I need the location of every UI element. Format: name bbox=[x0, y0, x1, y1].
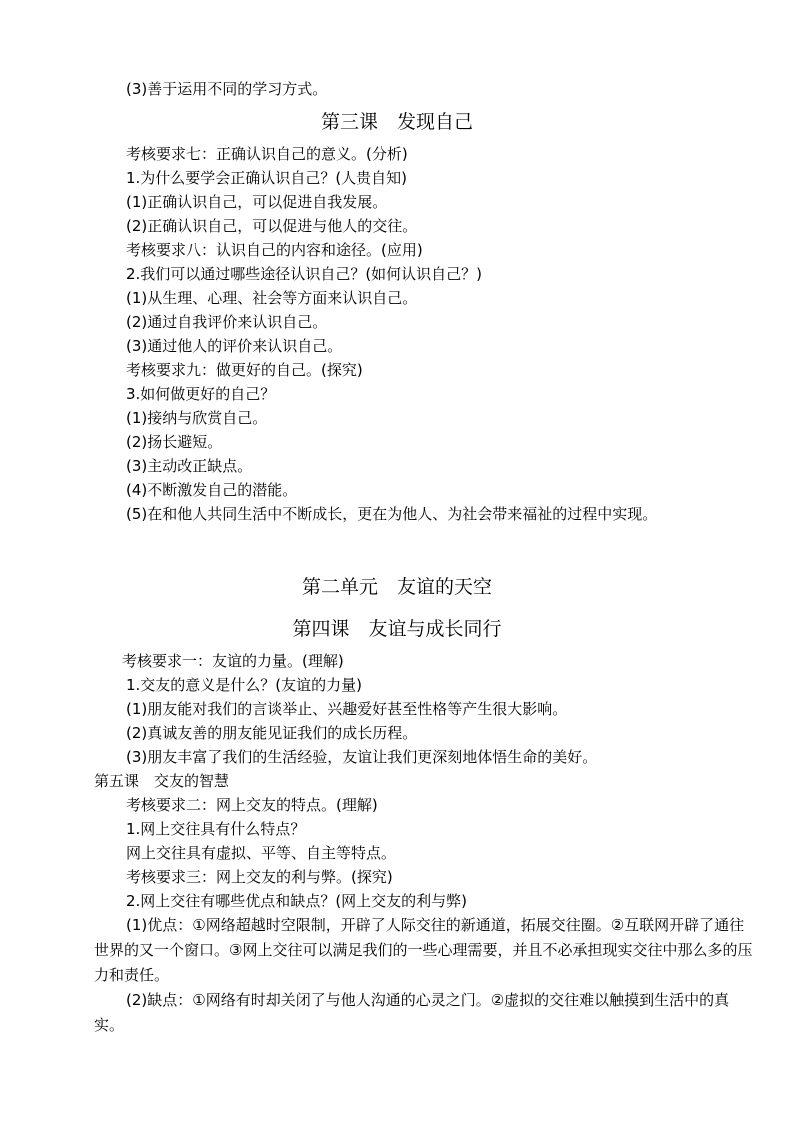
question: 1.交友的意义是什么？(友谊的力量) bbox=[126, 676, 363, 694]
unit-2-title: 第二单元 友谊的天空 bbox=[301, 576, 492, 598]
answer-item: (3)通过他人的评价来认识自己。 bbox=[126, 337, 343, 355]
exam-requirement: 考核要求七：正确认识自己的意义。(分析) bbox=[126, 145, 408, 163]
answer-item: 网上交往具有虚拟、平等、自主等特点。 bbox=[126, 844, 397, 862]
answer-item: (1)从生理、心理、社会等方面来认识自己。 bbox=[126, 289, 418, 307]
lesson-4-title: 第四课 友谊与成长同行 bbox=[292, 618, 502, 640]
exam-requirement: 考核要求三：网上交友的利与弊。(探究) bbox=[126, 868, 393, 886]
advantages-paragraph: (1)优点：①网络超越时空限制，开辟了人际交往的新通道，拓展交往圈。②互联网开辟了通往世界的又一个窗口。③网上交往可以满足我们的一些心理需要，并且不必承担现实交往中那么多的压力和责任。 bbox=[94, 916, 753, 984]
answer-item: (1)朋友能对我们的言谈举止、兴趣爱好甚至性格等产生很大影响。 bbox=[126, 700, 568, 718]
lesson-5-title: 第五课 交友的智慧 bbox=[94, 772, 230, 790]
exam-requirement: 考核要求一：友谊的力量。(理解) bbox=[122, 652, 344, 670]
question: 2.我们可以通过哪些途径认识自己？(如何认识自己？) bbox=[126, 265, 483, 283]
exam-requirement: 考核要求九：做更好的自己。(探究) bbox=[126, 361, 363, 379]
answer-item: (3)主动改正缺点。 bbox=[126, 457, 253, 475]
question: 3.如何做更好的自己？ bbox=[126, 385, 276, 403]
answer-item: (4)不断激发自己的潜能。 bbox=[126, 481, 298, 499]
lesson-3-title: 第三课 发现自己 bbox=[320, 111, 473, 133]
answer-item: (2)扬长避短。 bbox=[126, 433, 223, 451]
question: 2.网上交往有哪些优点和缺点？(网上交友的利与弊) bbox=[126, 892, 468, 910]
answer-item: (1)正确认识自己，可以促进自我发展。 bbox=[126, 193, 388, 211]
answer-item: (3)朋友丰富了我们的生活经验，友谊让我们更深刻地体悟生命的美好。 bbox=[126, 748, 598, 766]
answer-item: (2)通过自我评价来认识自己。 bbox=[126, 313, 328, 331]
text-line: (3)善于运用不同的学习方式。 bbox=[126, 80, 328, 98]
exam-requirement: 考核要求二：网上交友的特点。(理解) bbox=[126, 796, 378, 814]
answer-item: (1)接纳与欣赏自己。 bbox=[126, 409, 268, 427]
answer-item: (2)真诚友善的朋友能见证我们的成长历程。 bbox=[126, 724, 418, 742]
question: 1.为什么要学会正确认识自己？(人贵自知) bbox=[126, 169, 408, 187]
question: 1.网上交往具有什么特点？ bbox=[126, 820, 306, 838]
answer-item: (2)正确认识自己，可以促进与他人的交往。 bbox=[126, 217, 418, 235]
disadvantages-paragraph: (2)缺点：①网络有时却关闭了与他人沟通的心灵之门。②虚拟的交往难以触摸到生活中的真实。 bbox=[94, 991, 730, 1034]
exam-requirement: 考核要求八：认识自己的内容和途径。(应用) bbox=[126, 241, 423, 259]
answer-item: (5)在和他人共同生活中不断成长，更在为他人、为社会带来福祉的过程中实现。 bbox=[126, 505, 658, 523]
